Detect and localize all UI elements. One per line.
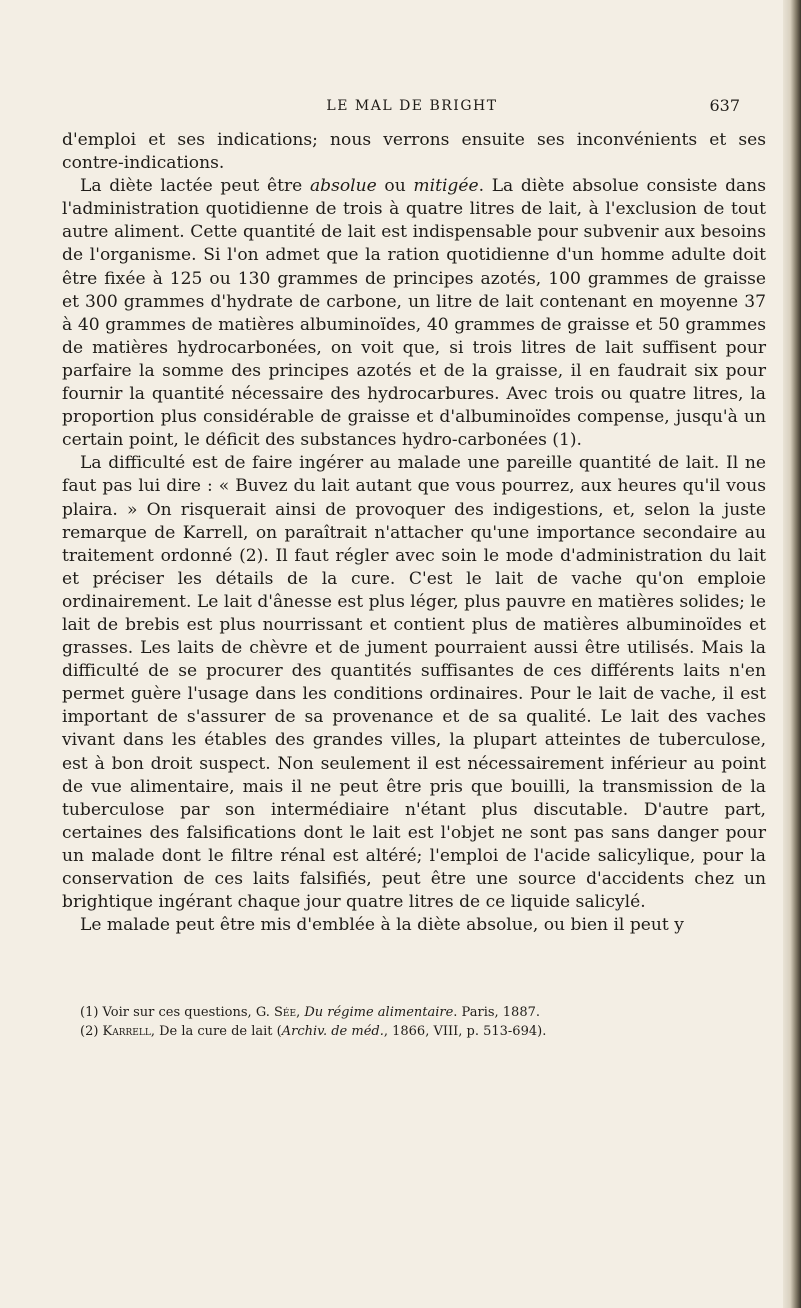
footnote-2 xyxy=(80,1023,760,1042)
paragraph-closing xyxy=(62,914,766,937)
paragraph-3-text: La difficulté est de faire ingérer au malade une pareille quantité de lait. Il ne faut pas lui dire : « Buvez du lait autant que vous pourrez, aux heures qu'il vous plaira. » On risquerait ainsi de provoquer des indigestions, et, selon la juste remarque de Karrell, on paraîtrait n'attacher qu'une importance secondaire au traitement ordonné (2). Il faut régler avec soin le mode d'administration du lait et préciser les détails de la cure. C'est le lait de vache qu'on emploie ordinairement. Le lait d'ânesse est plus léger, plus pauvre en matières solides; le lait de brebis est plus nourrissant et contient plus de matières albuminoïdes et grasses. Les laits de chèvre et de jument pourraient aussi être utilisés. Mais la difficulté de se procurer des quantités suffisantes de ces différents laits n'en permet guère l'usage dans les conditions ordinaires. Pour le lait de vache, il est important de s'assurer de sa provenance et de sa qualité. Le lait des vaches vivant dans les étables des grandes villes, la plupart atteintes de tuberculose, est à bon droit suspect. Non seulement il est nécessairement inférieur au point de vue alimentaire, mais il ne peut être pris que bouilli, la transmission de la tuberculose par son intermédiaire n'étant plus discutable. D'autre part, certaines des falsifications dont le lait est l'objet ne sont pas sans danger pour un malade dont le filtre rénal est altéré; l'emploi de l'acide salicylique, pour la conservation de ces laits falsifiés, peut être une source d'accidents chez un brightique ingérant chaque jour quatre litres de ce liquide salicylé. xyxy=(62,453,766,913)
footnotes xyxy=(80,1004,760,1041)
footnote-2-title: Archiv. de méd. xyxy=(281,1023,384,1039)
footnote-2-prefix: (2) xyxy=(80,1023,103,1039)
footnote-1-sep: , xyxy=(296,1005,305,1020)
paragraph-2-text-c: . La diète absolue consiste dans l'administration quotidienne de trois à quatre litres de lait, à l'exclusion de tout autre aliment. Cette quantité de lait est indispensable pour subvenir aux besoins de l'organisme. Si l'on admet que la ration quotidienne d'un homme adulte doit être fixée à 125 ou 130 grammes de principes azotés, 100 grammes de graisse et 300 grammes d'hydrate de carbone, un litre de lait contenant en moyenne 37 à 40 grammes de matières albuminoïdes, 40 grammes de graisse et 50 grammes de matières hydrocarbonées, on voit que, si trois litres de lait suffisent pour parfaire la somme des principes azotés et de la graisse, il en faudrait six pour fournir la quantité nécessaire des hydrocarbures. Avec trois ou quatre litres, la proportion plus considérable de graisse et d'albuminoïdes compense, jusqu'à un certain point, le déficit des substances hydro-carbonées (1). xyxy=(62,176,767,451)
footnote-2-sep: , De la cure de lait ( xyxy=(150,1023,282,1039)
paragraph-difficulty xyxy=(62,452,766,914)
paragraph-4-text: Le malade peut être mis d'emblée à la diète absolue, ou bien il peut y xyxy=(80,915,684,936)
footnote-1-suffix: . Paris, 1887. xyxy=(453,1005,540,1020)
paragraph-diet-types xyxy=(62,175,766,452)
footnote-2-author: Karrell xyxy=(102,1023,151,1039)
footnote-1-title: Du régime alimentaire xyxy=(304,1005,454,1020)
page-header xyxy=(62,98,762,120)
term-absolue: absolue xyxy=(309,176,377,197)
term-mitigee: mitigée xyxy=(413,176,479,197)
footnote-1 xyxy=(80,1004,760,1023)
paragraph-2-text-a: La diète lactée peut être xyxy=(80,176,310,197)
paragraph-continuation xyxy=(62,129,766,175)
paragraph-2-text-b: ou xyxy=(376,176,414,197)
body-text xyxy=(62,129,766,937)
footnote-1-author: Sée xyxy=(274,1005,297,1020)
page-edge-shadow xyxy=(783,0,801,1308)
footnote-1-prefix: (1) Voir sur ces questions, G. xyxy=(80,1005,275,1020)
paragraph-1-text: d'emploi et ses indications; nous verrons ensuite ses inconvénients et ses contre-indications. xyxy=(62,130,766,174)
running-title: LE MAL DE BRIGHT xyxy=(326,98,498,114)
footnote-2-suffix: , 1866, VIII, p. 513-694). xyxy=(383,1023,547,1039)
page-number: 637 xyxy=(709,96,740,115)
